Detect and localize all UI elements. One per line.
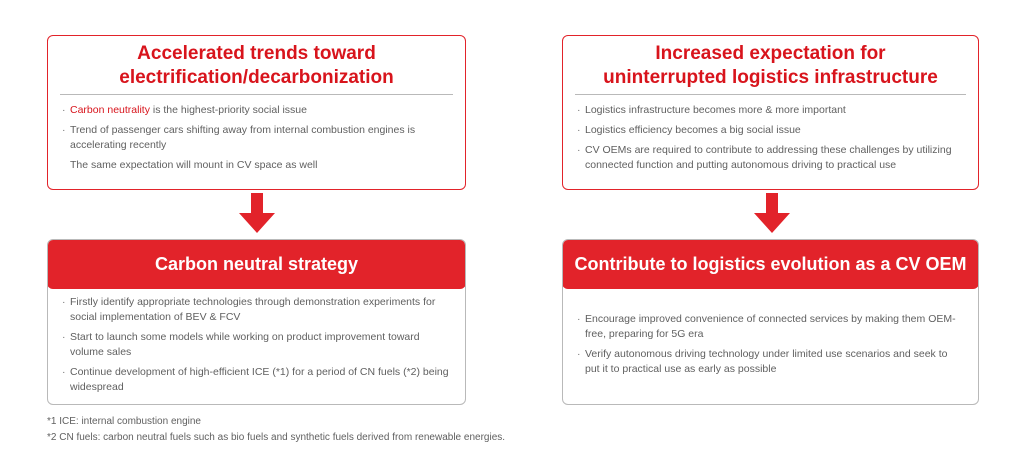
logistics-evolution-box [562, 239, 979, 405]
down-arrow-icon [752, 193, 792, 233]
logistics-expectation-list [577, 103, 964, 173]
title-divider [60, 94, 453, 95]
list-item: · Trend of passenger cars shifting away from internal combustion engines is accelerating recently [62, 123, 451, 153]
list-item: · Verify autonomous driving technology under limited use scenarios and seek to put it to practical use as early as possible [577, 347, 964, 377]
list-item: · Logistics infrastructure becomes more & more important [577, 103, 964, 118]
carbon-neutral-strategy-title: Carbon neutral strategy [154, 253, 359, 274]
logistics-evolution-header [562, 239, 979, 289]
electrification-trends-box [47, 35, 466, 190]
footnote-ice: *1 ICE: internal combustion engine [47, 416, 201, 427]
carbon-neutral-strategy-list [62, 295, 451, 400]
footnote-cn-fuels: *2 CN fuels: carbon neutral fuels such as bio fuels and synthetic fuels derived from renewable energies. [47, 432, 506, 443]
list-item: · Start to launch some models while working on product improvement toward volume sales [62, 330, 451, 360]
logistics-expectation-box [562, 35, 979, 190]
logistics-evolution-list [577, 312, 964, 382]
down-arrow-icon [237, 193, 277, 233]
list-item: · Encourage improved convenience of connected services by making them OEM-free, preparing for 5G era [577, 312, 964, 342]
list-item: · Firstly identify appropriate technologies through demonstration experiments for social implementation of BEV & FCV [62, 295, 451, 325]
carbon-neutral-strategy-box [47, 239, 466, 405]
electrification-trends-title: Accelerated trends toward electrification/decarbonization [119, 43, 394, 88]
logistics-evolution-title: Contribute to logistics evolution as a CV OEM [574, 253, 967, 274]
title-divider [575, 94, 966, 95]
list-item: · Logistics efficiency becomes a big social issue [577, 123, 964, 138]
carbon-neutral-strategy-header [47, 239, 466, 289]
list-item: · Continue development of high-efficient ICE (*1) for a period of CN fuels (*2) being widespread [62, 365, 451, 395]
list-item: The same expectation will mount in CV space as well [70, 159, 318, 171]
logistics-expectation-title: Increased expectation for uninterrupted logistics infrastructure [603, 43, 938, 88]
electrification-trends-list [62, 103, 451, 173]
list-item: · CV OEMs are required to contribute to addressing these challenges by utilizing connected function and putting autonomous driving to practical use [577, 143, 964, 173]
list-item: · Carbon neutrality is the highest-priority social issue [62, 103, 451, 118]
footnotes [47, 414, 505, 446]
